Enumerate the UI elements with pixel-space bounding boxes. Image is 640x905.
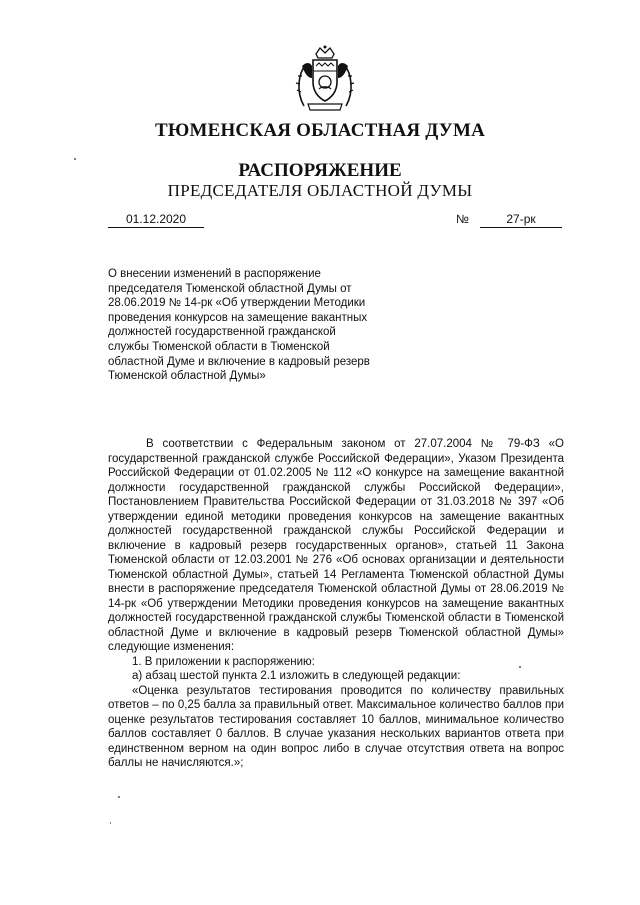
document-number: 27-рк xyxy=(480,212,562,228)
document-issuer: ПРЕДСЕДАТЕЛЯ ОБЛАСТНОЙ ДУМЫ xyxy=(167,181,473,200)
document-date: 01.12.2020 xyxy=(108,212,204,228)
document-type: РАСПОРЯЖЕНИЕ xyxy=(238,160,402,181)
number-sign: № xyxy=(456,212,469,226)
scan-speck xyxy=(74,158,76,160)
scan-speck xyxy=(118,796,120,798)
item-1a-paragraph: а) абзац шестой пункта 2.1 изложить в следующей редакции: xyxy=(132,670,461,682)
scan-speck xyxy=(519,666,521,668)
scan-speck xyxy=(110,822,111,824)
coat-of-arms-icon xyxy=(294,44,356,114)
organization-name: ТЮМЕНСКАЯ ОБЛАСТНАЯ ДУМА xyxy=(154,120,485,141)
quoted-amendment-paragraph: «Оценка результатов тестирования проводится по количеству правильных ответов – по 0,25 балла за правильный ответ. Максимальное количество баллов при оценке результатов тестирования составляет 10 баллов, минимальное количество баллов составляет 0 баллов. В случае указания нескольких вариантов ответа при единственном верном на один вопрос либо в случае отсутствия ответа на вопрос баллы не начисляются.»; xyxy=(108,684,564,769)
item-1-paragraph: 1. В приложении к распоряжению: xyxy=(132,655,315,668)
preamble-paragraph: В соответствии с Федеральным законом от 27.07.2004 № 79-ФЗ «О государственной гражданской службе Российской Федерации», Указом Президента Российской Федерации от 01.02.2005 № 112 «О конкурсе на замещение вакантной должности государственной гражданской службы Российской Федерации», Постановлением Правительства Российской Федерации от 31.03.2018 № 397 «Об утверждении единой методики проведения конкурсов на замещение вакантных должностей государственной гражданской службы Российской Федерации и включение в кадровый резерв государственных органов», статьей 11 Закона Тюменской области от 12.03.2001 № 276 «Об основах организации и деятельности Тюменской областной Думы», статьей 14 Регламента Тюменской областной Думы внести в распоряжение председателя Тюменской областной Думы от 28.06.2019 № 14-рк «Об утверждении Методики проведения конкурсов на замещение вакантных должностей государственной гражданской службы Тюменской области в Тюменской областной Думе и включение в кадровый резерв Тюменской областной Думы» следующие изменения: xyxy=(108,438,564,653)
document-subject: О внесении изменений в распоряжение председателя Тюменской областной Думы от 28.06.2019 № 14-рк «Об утверждении Методики проведения конкурсов на замещение вакантных должностей государственной гражданской службы Тюменской области в Тюменской областной Думе и включение в кадровый резерв Тюменской областной Думы» xyxy=(108,268,370,383)
document-body xyxy=(108,437,564,771)
